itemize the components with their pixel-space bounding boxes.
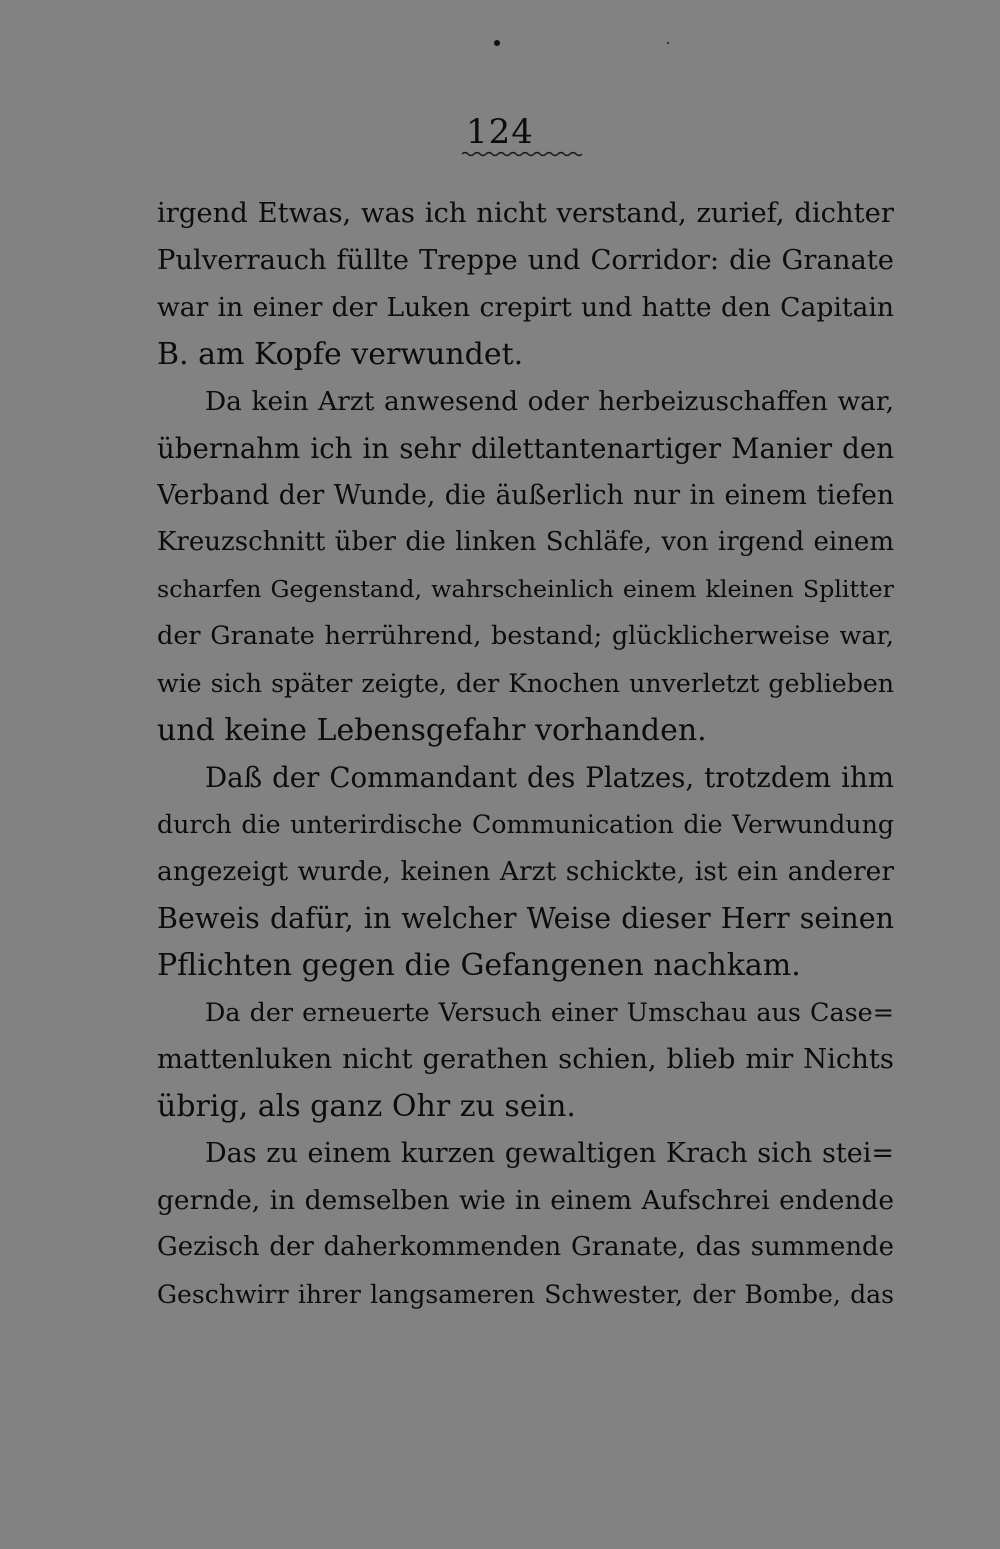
text-line: war in einer der Luken crepirt und hatte den Capitain (157, 292, 894, 323)
text-line: durch die unterirdische Communication die Verwundung (157, 810, 894, 839)
ink-speck-small (667, 42, 669, 44)
text-line: Da kein Arzt anwesend oder herbeizuschaffen war, (205, 386, 894, 417)
text-line: Pulverrauch füllte Treppe und Corridor: die Granate (157, 245, 894, 276)
text-line: angezeigt wurde, keinen Arzt schickte, ist ein anderer (157, 856, 894, 887)
text-line: B. am Kopfe verwundet. (157, 337, 524, 372)
text-line: und keine Lebensgefahr vorhanden. (157, 713, 707, 748)
text-line: Pflichten gegen die Gefangenen nachkam. (157, 948, 801, 983)
body-text (157, 190, 894, 1318)
page-number-rule (462, 150, 584, 158)
text-line: wie sich später zeigte, der Knochen unverletzt geblieben (157, 669, 894, 698)
text-line: gernde, in demselben wie in einem Aufschrei endende (157, 1185, 894, 1216)
text-line: Da der erneuerte Versuch einer Umschau aus Case= (205, 997, 894, 1027)
text-line: Gezisch der daherkommenden Granate, das summende (157, 1232, 894, 1262)
text-line: Beweis dafür, in welcher Weise dieser Herr seinen (157, 902, 894, 935)
text-line: irgend Etwas, was ich nicht verstand, zurief, dichter (157, 198, 894, 229)
ink-speck (494, 40, 500, 46)
text-line: mattenluken nicht gerathen schien, blieb mir Nichts (157, 1044, 894, 1075)
text-line: Geschwirr ihrer langsameren Schwester, der Bombe, das (157, 1280, 894, 1309)
text-line: der Granate herrührend, bestand; glücklicherweise war, (157, 621, 894, 651)
text-line: übrig, als ganz Ohr zu sein. (157, 1089, 576, 1124)
text-line: Das zu einem kurzen gewaltigen Krach sich stei= (205, 1138, 894, 1169)
page-number: 124 (466, 112, 534, 152)
text-line: Verband der Wunde, die äußerlich nur in einem tiefen (157, 480, 894, 511)
text-line: scharfen Gegenstand, wahrscheinlich einem kleinen Splitter (157, 575, 894, 603)
text-line: Kreuzschnitt über die linken Schläfe, von irgend einem (157, 527, 894, 557)
text-line: übernahm ich in sehr dilettantenartiger Manier den (157, 432, 894, 465)
text-line: Daß der Commandant des Platzes, trotzdem ihm (205, 761, 894, 794)
